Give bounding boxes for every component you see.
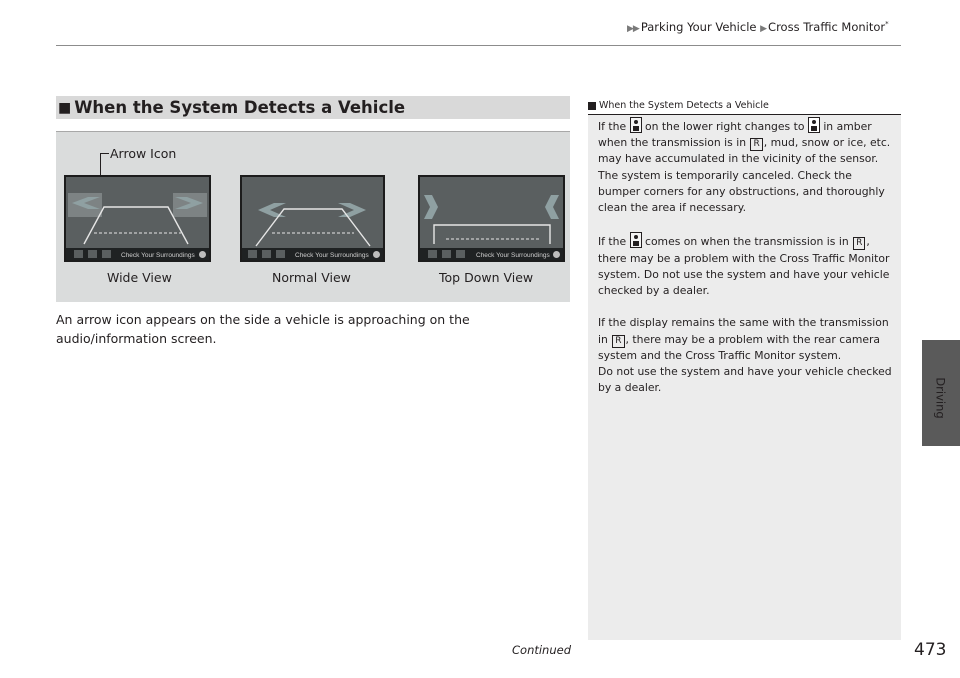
note-heading [588, 97, 901, 115]
camera-button [428, 250, 437, 258]
section-title: When the System Detects a Vehicle [74, 98, 406, 117]
surroundings-text: Check Your Surroundings [121, 252, 195, 259]
callout-leader [100, 153, 109, 154]
page-number: 473 [914, 640, 947, 660]
note-paragraph: If the comes on when the transmission is in R , there may be a problem with the Cross Traffic Monitor system. Do not use the system and have your vehicle checked by a dealer. [598, 232, 894, 299]
camera-button [442, 250, 451, 258]
note-heading-text: When the System Detects a Vehicle [599, 100, 769, 111]
sensor-icon [553, 251, 560, 258]
sensor-icon [199, 251, 206, 258]
camera-button [276, 250, 285, 258]
wide-view-label: Wide View [107, 270, 172, 285]
note-paragraph: Do not use the system and have your vehicle checked by a dealer. [598, 365, 892, 395]
top-down-view-label: Top Down View [439, 270, 534, 285]
arrow-icon-callout: Arrow Icon [110, 146, 177, 161]
square-bullet-icon: ■ [58, 99, 72, 116]
top-down-view-camera-image [420, 177, 563, 248]
breadcrumb-item[interactable]: Cross Traffic Monitor [768, 20, 886, 34]
camera-button [102, 250, 111, 258]
normal-view-screen [240, 175, 385, 262]
note-body [598, 117, 894, 413]
camera-button [88, 250, 97, 258]
breadcrumb [627, 20, 889, 34]
system-warning-icon [630, 232, 642, 248]
wide-view-screen [64, 175, 211, 262]
top-down-view-screen [418, 175, 565, 262]
continued-label: Continued [512, 643, 572, 657]
sensor-alert-icon [808, 117, 820, 133]
footnote-mark: * [885, 20, 889, 29]
wide-view-camera-image [66, 177, 209, 248]
sensor-indicator-icon [630, 117, 642, 133]
normal-view-camera-image [242, 177, 383, 248]
breadcrumb-item[interactable]: Parking Your Vehicle [640, 20, 757, 34]
sensor-icon [373, 251, 380, 258]
reverse-key-icon: R [612, 335, 624, 348]
breadcrumb-arrow-icon: ▶▶ [627, 24, 639, 34]
normal-view-label: Normal View [272, 270, 351, 285]
surroundings-text: Check Your Surroundings [476, 252, 550, 259]
chapter-tab-label: Driving [934, 377, 948, 419]
breadcrumb-arrow-icon: ▶ [760, 24, 767, 34]
camera-button [262, 250, 271, 258]
surroundings-text: Check Your Surroundings [295, 252, 369, 259]
note-marker-icon [588, 102, 596, 110]
section-heading [56, 96, 570, 119]
camera-button [456, 250, 465, 258]
reverse-key-icon: R [853, 237, 865, 250]
body-paragraph: An arrow icon appears on the side a vehicle is approaching on the audio/information screen. [56, 312, 470, 346]
note-paragraph: If the display remains the same with the transmission in R , there may be a problem with the rear camera system and the Cross Traffic Monitor system. [598, 316, 889, 362]
reverse-key-icon: R [750, 138, 762, 151]
camera-button [74, 250, 83, 258]
header-divider [56, 45, 901, 46]
note-paragraph: If the on the lower right changes to in amber when the transmission is in R , mud, snow or ice, etc. may have accumulated in the vicinity of the sensor. The system is temporarily canceled. Check the bumper corners for any obstructions, and thoroughly clean the area if necessary. [598, 117, 894, 216]
camera-button [248, 250, 257, 258]
